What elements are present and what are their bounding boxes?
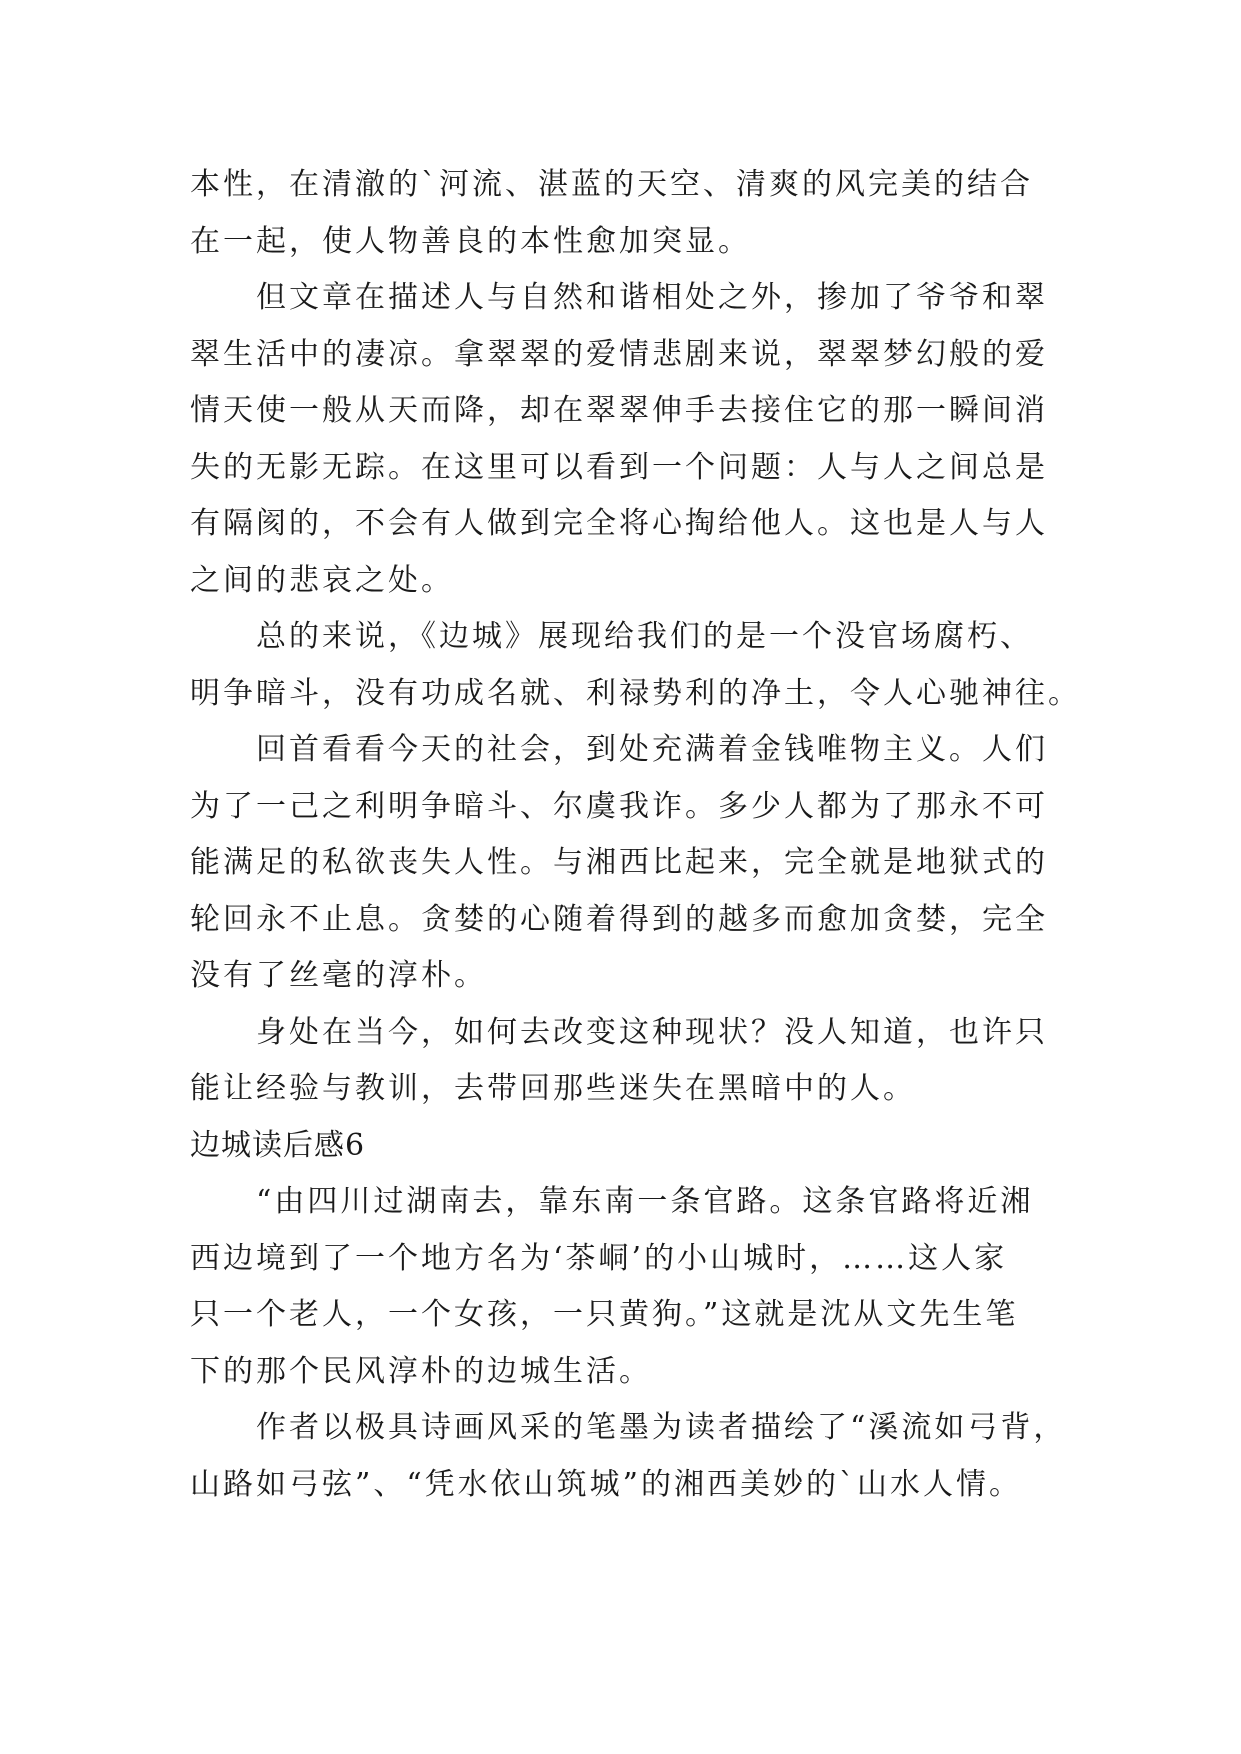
text-line: 明争暗斗，没有功成名就、利禄势利的净土，令人心驰神往。 <box>190 675 1081 711</box>
text-line: 山路如弓弦”、“凭水依山筑城”的湘西美妙的`山水人情。 <box>190 1466 1023 1502</box>
text-line: 回首看看今天的社会，到处充满着金钱唯物主义。人们 <box>190 732 1048 767</box>
text-line: 下的那个民风淳朴的边城生活。 <box>190 1353 652 1389</box>
text-line: 之间的悲哀之处。 <box>190 562 454 598</box>
text-line: 翠生活中的凄凉。拿翠翠的爱情悲剧来说，翠翠梦幻般的爱 <box>190 336 1048 372</box>
document-body <box>190 157 1081 1513</box>
text-line: 但文章在描述人与自然和谐相处之外，掺加了爷爷和翠 <box>190 280 1048 315</box>
text-line: 作者以极具诗画风采的笔墨为读者描绘了“溪流如弓背， <box>190 1410 1067 1445</box>
text-line: 情天使一般从天而降，却在翠翠伸手去接住它的那一瞬间消 <box>190 393 1048 428</box>
text-line: 能让经验与教训，去带回那些迷失在黑暗中的人。 <box>190 1071 916 1106</box>
text-line: 西边境到了一个地方名为‘茶峒’的小山城时，……这人家 <box>190 1240 1008 1276</box>
text-line: 失的无影无踪。在这里可以看到一个问题：人与人之间总是 <box>190 449 1048 485</box>
section-heading: 边城读后感6 <box>190 1127 366 1163</box>
text-line: 只一个老人，一个女孩，一只黄狗。”这就是沈从文先生笔 <box>190 1297 1019 1332</box>
text-line: 没有了丝毫的淳朴。 <box>190 958 487 993</box>
text-line: 有隔阂的，不会有人做到完全将心掏给他人。这也是人与人 <box>190 506 1048 541</box>
text-line: 轮回永不止息。贪婪的心随着得到的越多而愈加贪婪，完全 <box>190 901 1048 937</box>
text-line: 能满足的私欲丧失人性。与湘西比起来，完全就是地狱式的 <box>190 845 1048 880</box>
text-line: 为了一己之利明争暗斗、尔虞我诈。多少人都为了那永不可 <box>190 788 1048 824</box>
text-line: 在一起，使人物善良的本性愈加突显。 <box>190 223 751 259</box>
text-line: 总的来说，《边城》展现给我们的是一个没官场腐朽、 <box>190 619 1033 654</box>
text-line: “由四川过湖南去，靠东南一条官路。这条官路将近湘 <box>190 1184 1034 1219</box>
text-line: 身处在当今，如何去改变这种现状？没人知道，也许只 <box>190 1014 1048 1050</box>
text-line: 本性，在清澈的`河流、湛蓝的天空、清爽的风完美的结合 <box>190 167 1033 202</box>
